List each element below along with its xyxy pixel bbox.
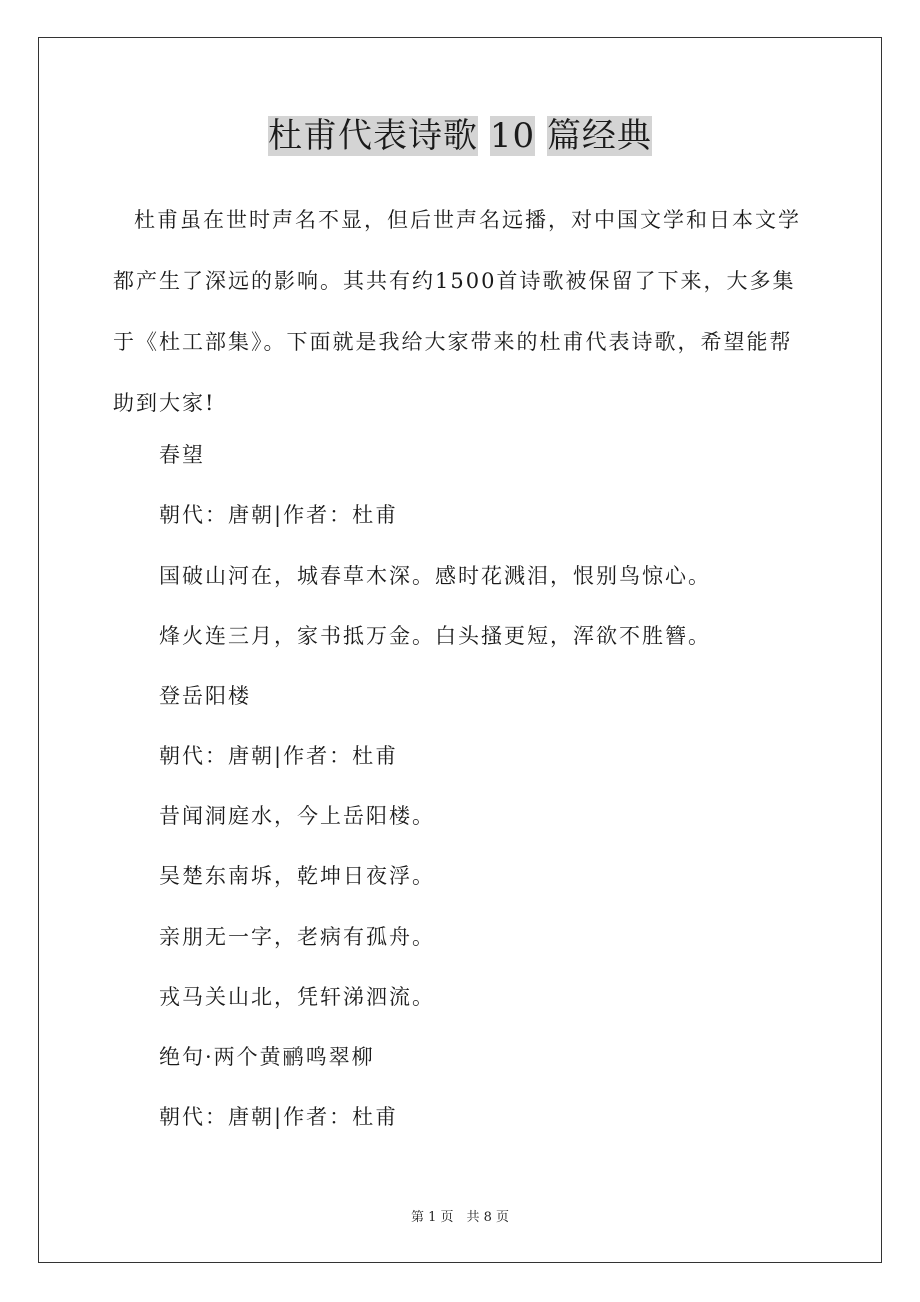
- intro-paragraph: 杜甫虽在世时声名不显，但后世声名远播，对中国文学和日本文学都产生了深远的影响。其共有约1500首诗歌被保留了下来，大多集于《杜工部集》。下面就是我给大家带来的杜甫代表诗歌，希望能帮助到大家!: [113, 208, 801, 415]
- title-part: 10: [489, 116, 536, 156]
- poem-meta: 朝代：唐朝|作者：杜甫: [159, 503, 399, 527]
- title-part: 杜甫代表诗歌: [268, 116, 479, 156]
- title-part: 篇经典: [546, 116, 652, 156]
- poem-title-jueju: 绝句·两个黄鹂鸣翠柳: [159, 1045, 375, 1069]
- document-title: [0, 110, 920, 162]
- poem-line: 吴楚东南坼，乾坤日夜浮。: [159, 864, 435, 888]
- poem-line: 昔闻洞庭水，今上岳阳楼。: [159, 804, 435, 828]
- poem-title-dengyueyanglou: 登岳阳楼: [159, 684, 251, 708]
- poem-meta: 朝代：唐朝|作者：杜甫: [159, 1105, 399, 1129]
- poem-line: 烽火连三月，家书抵万金。白头搔更短，浑欲不胜簪。: [159, 624, 711, 648]
- poem-line: 亲朋无一字，老病有孤舟。: [159, 925, 435, 949]
- page-number-footer: 第 1 页 共 8 页: [410, 1210, 510, 1225]
- poem-title-chunwang: 春望: [159, 443, 205, 467]
- poem-meta: 朝代：唐朝|作者：杜甫: [159, 744, 399, 768]
- poem-line: 戎马关山北，凭轩涕泗流。: [159, 985, 435, 1009]
- poem-line: 国破山河在，城春草木深。感时花溅泪，恨别鸟惊心。: [159, 564, 711, 588]
